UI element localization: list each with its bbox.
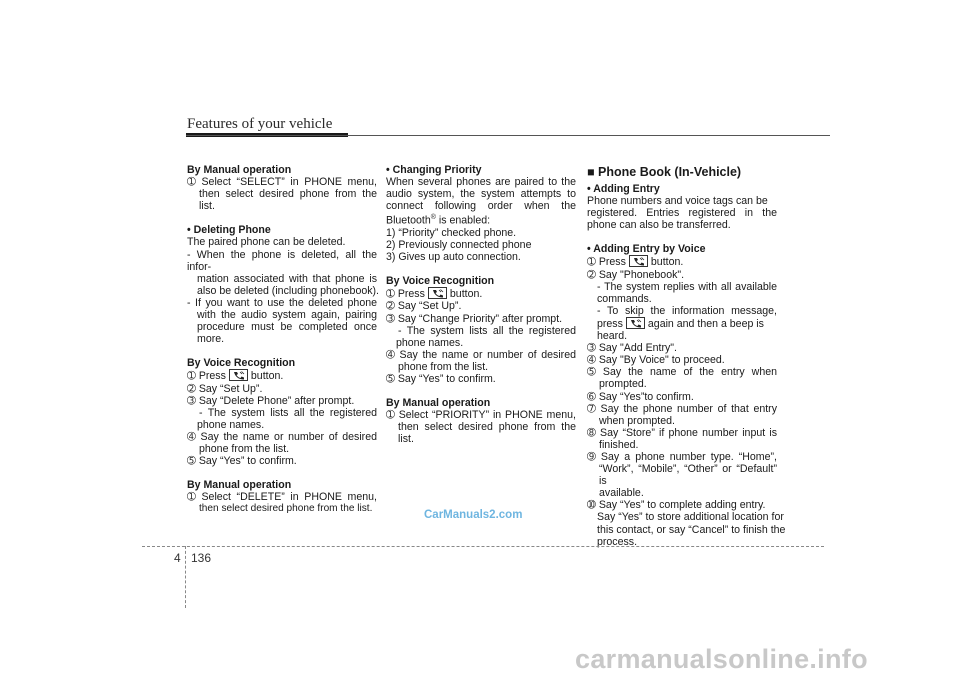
subheading: By Manual operation	[187, 479, 292, 492]
step-line	[386, 287, 576, 300]
subheading: By Voice Recognition	[187, 357, 296, 370]
step-text: button.	[250, 370, 284, 383]
step-line: ➃ Say the name or number of desired	[386, 348, 576, 361]
subheading: By Manual operation	[386, 397, 491, 410]
watermark-carmanualsonline: carmanualsonline.info	[575, 644, 868, 674]
list-item: 1) “Priority” checked phone.	[386, 227, 517, 239]
bullet-heading: • Changing Priority	[386, 164, 482, 176]
bullet-heading: • Adding Entry	[587, 183, 660, 195]
note-line: - If you want to use the deleted phone	[187, 296, 377, 309]
phone-talk-icon	[629, 255, 648, 267]
bullet-heading: • Deleting Phone	[187, 224, 271, 237]
step-line: when prompted.	[599, 414, 675, 427]
step-line: ➈ Say a phone number type. “Home”,	[587, 450, 777, 463]
list-item: 2) Previously connected phone	[386, 239, 532, 252]
column-2	[386, 164, 576, 446]
step-line: ➄ Say “Yes” to confirm.	[386, 373, 496, 386]
step-line: ➇ Say “Store” if phone number input is	[587, 426, 777, 439]
step-text: ➀ Press	[386, 288, 425, 301]
step-line: finished.	[599, 438, 639, 451]
step-text: ➀ Press	[587, 256, 626, 269]
note-line: phone names.	[197, 418, 265, 431]
step-line: ➄ Say “Yes” to confirm.	[187, 455, 297, 468]
page-header-title: Features of your vehicle	[187, 116, 333, 132]
step-text: ➀ Press	[187, 370, 226, 383]
note-text: again and then a beep is	[647, 317, 764, 330]
step-line: ➂ Say “Delete Phone” after prompt.	[187, 394, 355, 407]
step-line: then select desired phone from the	[199, 188, 377, 201]
paragraph-line: When several phones are paired to the	[386, 176, 576, 189]
paragraph-line: connect following order when the	[386, 200, 576, 213]
paragraph-line: registered. Entries registered in the	[587, 207, 777, 220]
step-line: then select desired phone from the list.	[199, 503, 373, 515]
subheading: By Voice Recognition	[386, 275, 495, 288]
page-number: 136	[191, 551, 212, 565]
step-line: available.	[599, 487, 644, 500]
step-line: ➄ Say the name of the entry when	[587, 366, 777, 379]
note-line: with the audio system again, pairing	[197, 309, 377, 322]
step-line: ➃ Say "By Voice" to proceed.	[587, 354, 725, 367]
note-line: process.	[597, 535, 638, 548]
note-line: - The system lists all the registered	[398, 324, 576, 337]
note-line: - The system replies with all available	[597, 280, 777, 293]
column-1	[187, 164, 377, 515]
note-line: heard.	[597, 330, 628, 343]
note-line: also be deleted (including phonebook).	[197, 284, 379, 297]
note-line: procedure must be completed once	[197, 321, 377, 334]
step-line: ➁ Say “Set Up”.	[386, 300, 462, 313]
note-line: mation associated with that phone is	[197, 272, 377, 285]
step-line: ➆ Say the phone number of that entry	[587, 402, 777, 415]
step-line: ➁ Say “Set Up”.	[187, 382, 263, 395]
step-line: ➁ Say "Phonebook".	[587, 268, 685, 281]
step-line: list.	[199, 200, 215, 213]
note-text: press	[597, 317, 623, 330]
footer-divider	[185, 546, 186, 608]
paragraph-line	[386, 212, 576, 227]
step-line: ➅ Say “Yes”to confirm.	[587, 390, 694, 403]
column-3	[587, 164, 786, 548]
header-rule	[186, 135, 830, 136]
paragraph-line: audio system, the system attempts to	[386, 188, 576, 201]
bluetooth-text: Bluetooth	[386, 214, 431, 227]
step-line: ➃ Say the name or number of desired	[187, 430, 377, 443]
paragraph-line: Phone numbers and voice tags can be	[587, 195, 768, 208]
phone-talk-icon	[229, 369, 248, 381]
step-line: then select desired phone from the	[398, 421, 576, 434]
step-text: button.	[449, 288, 483, 301]
step-line	[587, 255, 777, 268]
registered-mark: ®	[430, 214, 436, 222]
list-item: 3) Gives up auto connection.	[386, 251, 521, 264]
step-text: button.	[650, 256, 684, 269]
note-line	[587, 317, 777, 330]
step-line	[187, 369, 377, 382]
paragraph-text: is enabled:	[435, 214, 491, 227]
footer-rule	[142, 546, 824, 547]
note-line: phone names.	[396, 336, 464, 349]
paragraph-line: The paired phone can be deleted.	[187, 236, 346, 249]
note-line: Say “Yes” to store additional location for	[597, 511, 784, 524]
step-line: ➀ Select “DELETE” in PHONE menu,	[187, 491, 377, 504]
note-line: - To skip the information message,	[597, 304, 777, 317]
step-line: ➂ Say “Change Priority” after prompt.	[386, 312, 563, 325]
section-heading: ■ Phone Book (In-Vehicle)	[587, 165, 742, 179]
note-line: commands.	[597, 292, 652, 305]
section-number: 4	[174, 551, 181, 565]
bullet-heading: • Adding Entry by Voice	[587, 243, 706, 256]
paragraph-line: phone can also be transferred.	[587, 219, 731, 232]
step-line: phone from the list.	[199, 442, 290, 455]
note-line: more.	[197, 333, 225, 346]
step-line: ➀ Select “SELECT” in PHONE menu,	[187, 176, 377, 189]
step-line: ➀ Select “PRIORITY” in PHONE menu,	[386, 409, 576, 422]
step-line: list.	[398, 433, 414, 446]
step-line: “Work”, “Mobile”, “Other” or “Default” is	[599, 463, 777, 488]
phone-talk-icon	[626, 317, 645, 329]
note-line: - When the phone is deleted, all the infor-	[187, 248, 377, 273]
note-line: this contact, or say “Cancel” to finish the	[597, 523, 786, 536]
phone-talk-icon	[428, 287, 447, 299]
step-line: ➂ Say "Add Entry".	[587, 342, 678, 355]
step-line: phone from the list.	[398, 360, 489, 373]
watermark-carmanuals2: CarManuals2.com	[424, 509, 523, 521]
note-line: - The system lists all the registered	[199, 406, 377, 419]
step-line: ➉ Say “Yes” to complete adding entry.	[587, 499, 766, 512]
step-line: prompted.	[599, 378, 647, 391]
subheading: By Manual operation	[187, 164, 292, 176]
